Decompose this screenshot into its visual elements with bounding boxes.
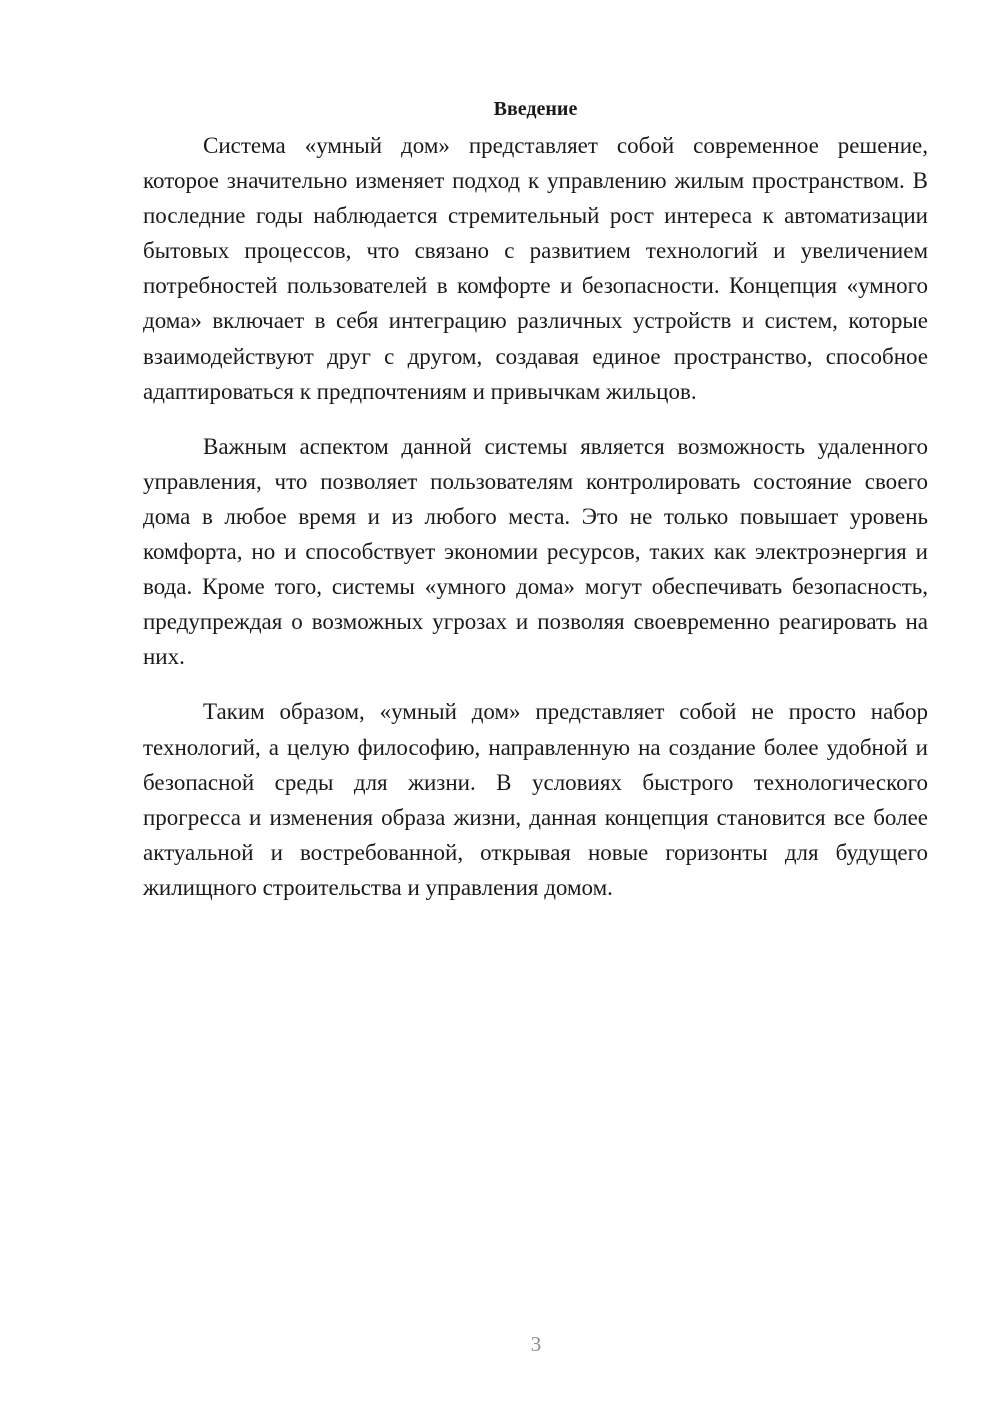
paragraph-3: Таким образом, «умный дом» представляет собой не просто набор технологий, а целую философию, направленную на создание более удобной и безопасной среды для жизни. В условиях быстрого технологического прогресса и изменения образа жизни, данная концепция становится все более актуальной и востребованной, открывая новые горизонты для будущего жилищного строительства и управления домом.: [143, 699, 928, 900]
section-heading: Введение: [493, 98, 578, 120]
paragraph-2: Важным аспектом данной системы является возможность удаленного управления, что позволяет пользователям контролировать состояние своего дома в любое время и из любого места. Это не только повышает уровень комфорта, но и способствует экономии ресурсов, таких как электроэнергия и вода. Кроме того, системы «умного дома» могут обеспечивать безопасность, предупреждая о возможных угрозах и позволяя своевременно реагировать на них.: [143, 433, 928, 670]
page-content: [143, 94, 928, 925]
page-number: 3: [530, 1332, 542, 1356]
paragraph-1: Система «умный дом» представляет собой современное решение, которое значительно изменяет подход к управлению жилым пространством. В последние годы наблюдается стремительный рост интереса к автоматизации бытовых процессов, что связано с развитием технологий и увеличением потребностей пользователей в комфорте и безопасности. Концепция «умного дома» включает в себя интеграцию различных устройств и систем, которые взаимодействуют друг с другом, создавая единое пространство, способное адаптироваться к предпочтениям и привычкам жильцов.: [143, 133, 928, 404]
